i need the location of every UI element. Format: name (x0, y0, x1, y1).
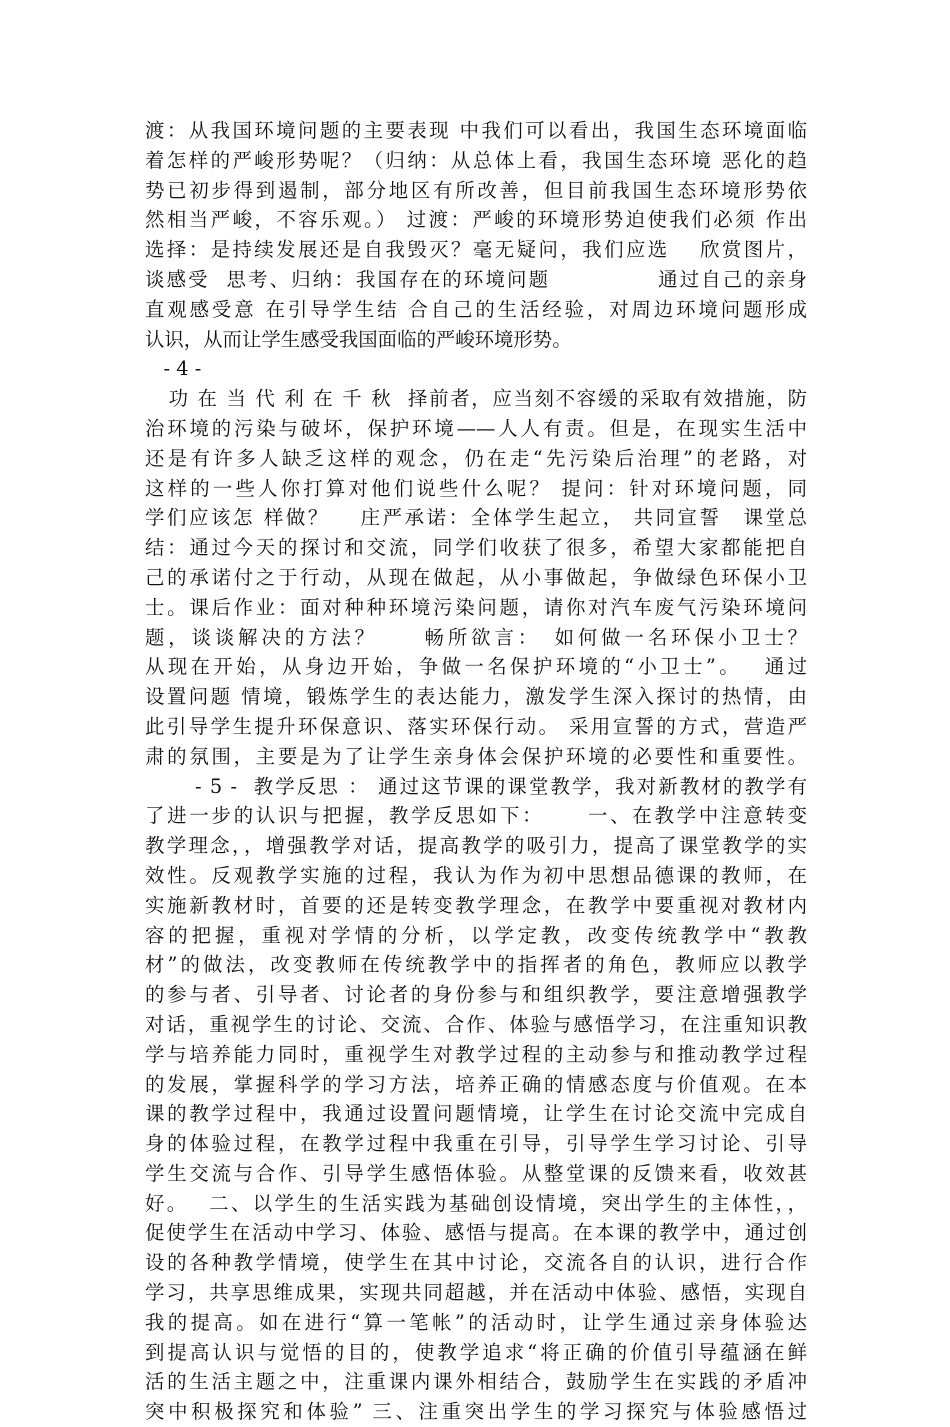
text-line: 这样的一些人你打算对他们说些什么呢？ 提问：针对环境问题，同 (145, 476, 807, 500)
text-line: 学们应该怎 样做？ 庄严承诺：全体学生起立， 共同宣誓 课堂总 (145, 506, 807, 530)
text-line: 对话，重视学生的讨论、交流、合作、体验与感悟学习，在注重知识教 (145, 1012, 807, 1036)
text-line: 突中积极探究和体验” 三、注重突出学生的学习探究与体验感悟过 (145, 1400, 807, 1424)
text-line: 课的教学过程中，我通过设置问题情境，让学生在讨论交流中完成自 (145, 1102, 807, 1126)
text-line: 身的体验过程，在教学过程中我重在引导，引导学生学习讨论、引导 (145, 1132, 807, 1156)
text-line: 好。 二、以学生的生活实践为基础创设情境，突出学生的主体性，， (145, 1191, 807, 1215)
text-line: 己的承诺付之于行动，从现在做起，从小事做起，争做绿色环保小卫 (145, 565, 807, 589)
text-line: 学习，共享思维成果，实现共同超越，并在活动中体验、感悟，实现自 (145, 1281, 807, 1305)
text-line: 肃的氛围，主要是为了让学生亲身体会保护环境的必要性和重要性。 (145, 744, 807, 768)
text-line: 实施新教材时，首要的还是转变教学理念，在教学中要重视对教材内 (145, 893, 807, 917)
text-line: 治环境的污染与破坏，保护环境——人人有责。但是，在现实生活中 (145, 416, 807, 440)
text-line: 着怎样的严峻形势呢？（归纳：从总体上看，我国生态环境 恶化的趋 (145, 148, 807, 172)
text-line: 势已初步得到遏制，部分地区有所改善，但目前我国生态环境形势依 (145, 178, 807, 202)
text-line: 教学理念，，增强教学对话，提高教学的吸引力，提高了课堂教学的实 (145, 834, 807, 858)
text-line: 材”的做法，改变教师在传统教学中的指挥者的角色，教师应以教学 (145, 953, 807, 977)
text-line: 的参与者、引导者、讨论者的身份参与和组织教学，要注意增强教学 (145, 983, 807, 1007)
text-line: 结：通过今天的探讨和交流，同学们收获了很多，希望大家都能把自 (145, 536, 807, 560)
text-line: 学生交流与合作、引导学生感悟体验。从整堂课的反馈来看，收效甚 (145, 1161, 807, 1185)
text-line: 士。课后作业：面对种种环境污染问题，请你对汽车废气污染环境问 (145, 595, 807, 619)
text-line: - 5 - 教学反思 ： 通过这节课的课堂教学，我对新教材的教学有 (145, 774, 807, 798)
text-line: 认识，从而让学生感受我国面临的严峻环境形势。 (145, 327, 572, 351)
text-line: - 4 - (145, 357, 202, 381)
text-line: 题，谈谈解决的方法？ 畅所欲言： 如何做一名环保小卫士？ (145, 625, 807, 649)
text-line: 选择：是持续发展还是自我毁灭？毫无疑问，我们应选 欣赏图片， (145, 238, 807, 262)
text-line: 的发展，掌握科学的学习方法，培养正确的情感态度与价值观。在本 (145, 1072, 807, 1096)
text-line: 然相当严峻，不容乐观。） 过渡：严峻的环境形势迫使我们必须 作出 (145, 208, 807, 232)
text-line: 活的生活主题之中，注重课内课外相结合，鼓励学生在实践的矛盾冲 (145, 1370, 807, 1394)
text-line: 学与培养能力同时，重视学生对教学过程的主动参与和推动教学过程 (145, 1042, 807, 1066)
text-line: 到提高认识与觉悟的目的，使教学追求“将正确的价值引导蕴涵在鲜 (145, 1340, 807, 1364)
document-page (145, 116, 807, 1427)
text-line: 此引导学生提升环保意识、落实环保行动。 采用宣誓的方式，营造严 (145, 714, 807, 738)
text-line: 谈感受 思考、归纳：我国存在的环境问题 通过自己的亲身 (145, 267, 807, 291)
text-line: 设的各种教学情境，使学生在其中讨论，交流各自的认识，进行合作 (145, 1251, 807, 1275)
text-line: 设置问题 情境，锻炼学生的表达能力，激发学生深入探讨的热情，由 (145, 685, 807, 709)
text-line: 直观感受意 在引导学生结 合自己的生活经验，对周边环境问题形成 (145, 297, 807, 321)
text-line: 效性。反观教学实施的过程，我认为作为初中思想品德课的教师，在 (145, 863, 807, 887)
text-line: 渡：从我国环境问题的主要表现 中我们可以看出，我国生态环境面临 (145, 119, 807, 142)
text-line: 还是有许多人缺乏这样的观念，仍在走“先污染后治理”的老路，对 (145, 446, 807, 470)
text-line: 从现在开始，从身边开始，争做一名保护环境的“小卫士”。 通过 (145, 655, 807, 679)
text-line: 容的把握，重视对学情的分析，以学定教，改变传统教学中“教教 (145, 923, 807, 947)
text-line: 促使学生在活动中学习、体验、感悟与提高。在本课的教学中，通过创 (145, 1221, 807, 1245)
text-line: 功 在 当 代 利 在 千 秋 择前者，应当刻不容缓的采取有效措施，防 (145, 387, 807, 411)
text-line: 我的提高。如在进行“算一笔帐”的活动时，让学生通过亲身体验达 (145, 1310, 807, 1334)
text-line: 了进一步的认识与把握，教学反思如下： 一、在教学中注意转变 (145, 804, 807, 828)
